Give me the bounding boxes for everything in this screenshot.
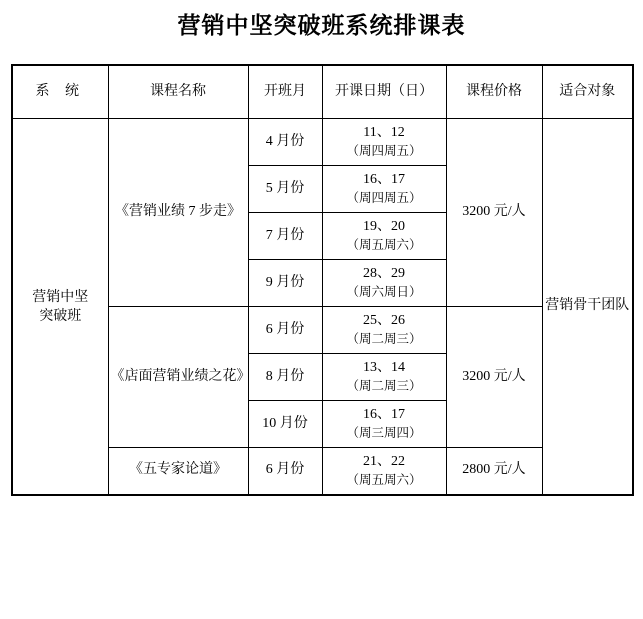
date-weekday: （周五周六）: [346, 238, 422, 252]
cell-month: 4 月份: [248, 119, 322, 166]
date-weekday: （周五周六）: [346, 472, 422, 487]
schedule-table: [11, 64, 634, 496]
cell-date: [322, 166, 446, 213]
cell-month: 5 月份: [248, 166, 322, 213]
system-label-line1: 营销中坚: [32, 288, 89, 305]
cell-system: [12, 119, 108, 495]
cell-month: 6 月份: [248, 448, 322, 495]
cell-price: 3200 元/人: [446, 307, 542, 448]
date-weekday: （周二周三）: [346, 379, 422, 393]
cell-month: 7 月份: [248, 213, 322, 260]
cell-date: [322, 307, 446, 354]
cell-price: 2800 元/人: [446, 448, 542, 495]
table-row: [12, 119, 633, 166]
date-weekday: （周二周三）: [346, 332, 422, 346]
date-weekday: （周六周日）: [346, 285, 422, 299]
cell-date: [322, 354, 446, 401]
system-label-line2: 突破班: [39, 307, 82, 324]
cell-month: 6 月份: [248, 307, 322, 354]
date-main: 21、22: [363, 453, 405, 469]
cell-month: 9 月份: [248, 260, 322, 307]
cell-month: 10 月份: [248, 401, 322, 448]
date-main: 16、17: [363, 172, 405, 188]
header-price: 课程价格: [446, 65, 542, 119]
date-main: 11、12: [363, 125, 405, 141]
table-header-row: [12, 65, 633, 119]
document-page: [0, 8, 643, 619]
cell-month: 8 月份: [248, 354, 322, 401]
cell-course: 《营销业绩 7 步走》: [108, 119, 248, 307]
cell-date: [322, 260, 446, 307]
header-start-date: 开课日期（日）: [322, 65, 446, 119]
cell-target: 营销骨干团队: [542, 119, 633, 495]
cell-price: 3200 元/人: [446, 119, 542, 307]
header-target: 适合对象: [542, 65, 633, 119]
date-main: 25、26: [363, 313, 405, 329]
header-system: 系 统: [12, 65, 108, 119]
schedule-table-container: [11, 64, 632, 496]
cell-date: [322, 119, 446, 166]
header-course: 课程名称: [108, 65, 248, 119]
date-main: 19、20: [363, 219, 405, 235]
header-start-month: 开班月: [248, 65, 322, 119]
table-body: [12, 119, 633, 495]
date-main: 16、17: [363, 407, 405, 423]
cell-date: [322, 448, 446, 495]
page-title: 营销中坚突破班系统排课表: [177, 12, 466, 38]
cell-date: [322, 213, 446, 260]
table-header: [12, 65, 633, 119]
date-weekday: （周四周五）: [346, 144, 422, 158]
date-weekday: （周三周四）: [346, 426, 422, 440]
cell-course: 《五专家论道》: [108, 448, 248, 495]
date-weekday: （周四周五）: [346, 191, 422, 205]
cell-date: [322, 401, 446, 448]
cell-course: 《店面营销业绩之花》: [108, 307, 248, 448]
date-main: 28、29: [363, 266, 405, 282]
date-main: 13、14: [363, 360, 405, 376]
